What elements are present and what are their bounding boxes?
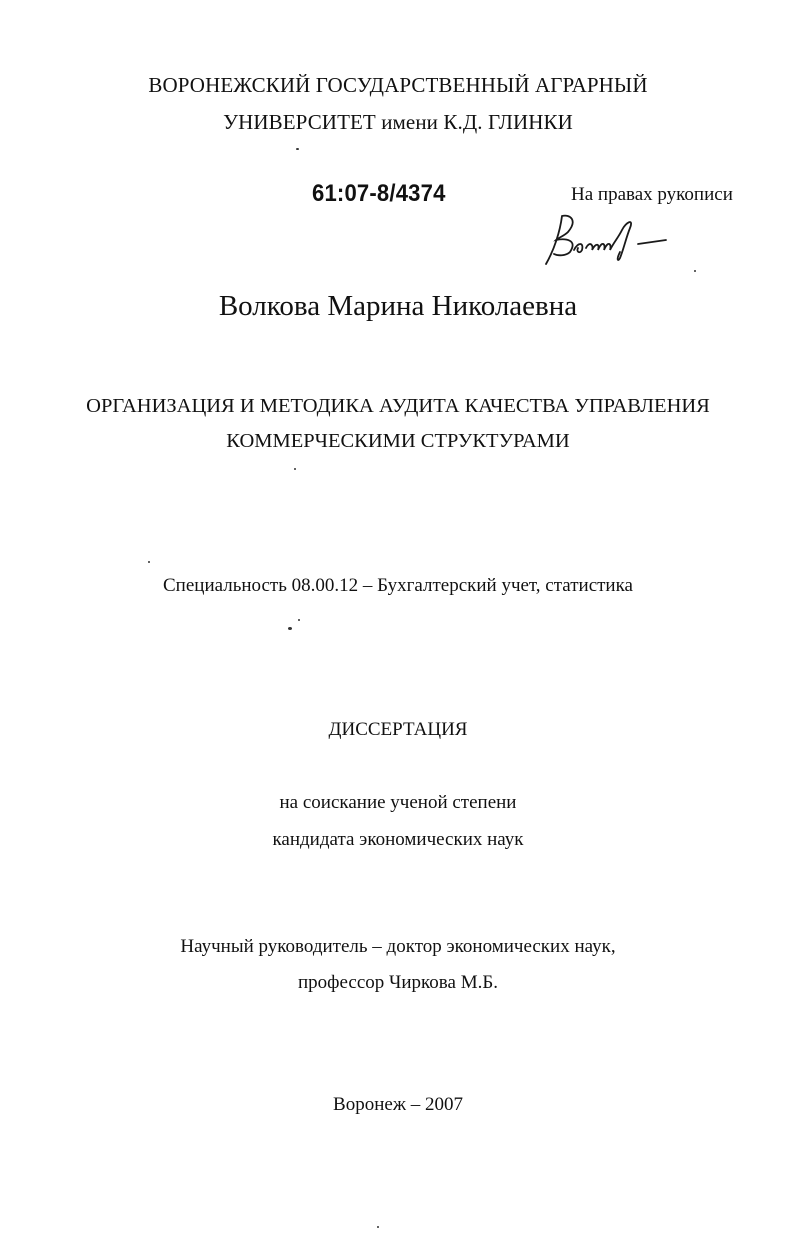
scan-speck bbox=[298, 619, 300, 621]
scan-speck bbox=[148, 561, 150, 563]
document-type: ДИССЕРТАЦИЯ bbox=[328, 719, 468, 740]
scan-speck bbox=[377, 1226, 379, 1228]
scan-speck bbox=[294, 468, 296, 470]
degree-line-2: кандидата экономических наук bbox=[272, 829, 524, 850]
scan-speck bbox=[296, 148, 299, 150]
degree-line-1: на соискание ученой степени bbox=[279, 792, 517, 813]
author-name: Волкова Марина Николаевна bbox=[218, 290, 578, 322]
place-and-year: Воронеж – 2007 bbox=[333, 1094, 463, 1115]
dissertation-title-line-2: КОММЕРЧЕСКИМИ СТРУКТУРАМИ bbox=[226, 430, 570, 452]
specialty: Специальность 08.00.12 – Бухгалтерский учет, статистика bbox=[163, 575, 633, 596]
supervisor-line-1: Научный руководитель – доктор экономических наук, bbox=[180, 936, 616, 957]
scan-speck bbox=[694, 270, 696, 272]
supervisor-line-2: профессор Чиркова М.Б. bbox=[298, 972, 498, 993]
university-name-line-1: ВОРОНЕЖСКИЙ ГОСУДАРСТВЕННЫЙ АГРАРНЫЙ bbox=[148, 73, 648, 97]
signature-icon bbox=[540, 210, 680, 266]
university-name-line-2: УНИВЕРСИТЕТ имени К.Д. ГЛИНКИ bbox=[223, 110, 573, 134]
scan-speck bbox=[288, 627, 292, 630]
manuscript-rights-note: На правах рукописи bbox=[571, 184, 733, 205]
library-code: 61:07-8/4374 bbox=[312, 180, 446, 207]
dissertation-title-line-1: ОРГАНИЗАЦИЯ И МЕТОДИКА АУДИТА КАЧЕСТВА УПРАВЛЕНИЯ bbox=[86, 395, 710, 417]
